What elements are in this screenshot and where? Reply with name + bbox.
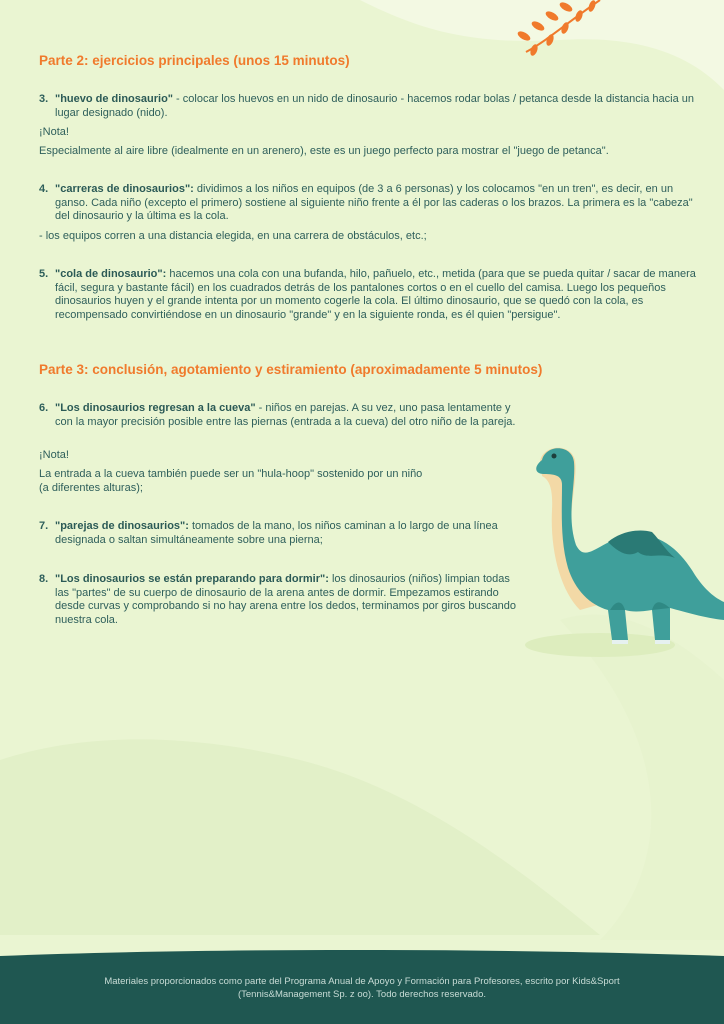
item-text: - niños en parejas. A su vez, uno pasa lentamente y con la mayor precisión posible entre las piernas (entrada a la cueva) del otro niño de la pareja. — [55, 402, 516, 428]
item-number: 8. — [39, 573, 49, 585]
item-number: 5. — [39, 268, 49, 280]
item-number: 4. — [39, 183, 49, 195]
nota-label: ¡Nota! — [39, 126, 69, 138]
item-text: - colocar los huevos en un nido de dinosaurio - hacemos rodar bolas / petanca desde la distancia hacia un lugar designado (nido). — [55, 93, 694, 119]
part3-heading: Parte 3: conclusión, agotamiento y estiramiento (aproximadamente 5 minutos) — [39, 362, 543, 377]
item-title: "huevo de dinosaurio" — [55, 93, 173, 105]
item-text: tomados de la mano, los niños caminan a lo largo de una línea designada o saltan simultáneamente sobre una pierna; — [55, 520, 498, 546]
footer-text — [80, 976, 644, 1001]
list-item-8 — [39, 573, 517, 627]
leaf-branch-icon — [508, 0, 608, 60]
dinosaur-illustration — [520, 440, 724, 660]
item-number: 6. — [39, 402, 49, 414]
nota-text-line1: La entrada a la cueva también puede ser un "hula-hoop" sostenido por un niño — [39, 468, 423, 480]
item-title: "Los dinosaurios regresan a la cueva" — [55, 402, 256, 414]
nota-label: ¡Nota! — [39, 449, 69, 461]
list-item-4 — [39, 183, 700, 224]
item-title: "cola de dinosaurio": — [55, 268, 167, 280]
item-title: "parejas de dinosaurios": — [55, 520, 189, 532]
nota-text: Especialmente al aire libre (idealmente en un arenero), este es un juego perfecto para mostrar el "juego de petanca". — [39, 145, 609, 157]
item-number: 3. — [39, 93, 49, 105]
list-item-3 — [39, 93, 700, 120]
item-number: 7. — [39, 520, 49, 532]
part2-heading: Parte 2: ejercicios principales (unos 15 minutos) — [39, 53, 350, 68]
nota-text-line2: (a diferentes alturas); — [39, 482, 143, 494]
item-text: los dinosaurios (niños) limpian todas las "partes" de su cuerpo de dinosaurio de la arena antes de dormir. Empezamos estirando desde curvas y comprobando si no hay arena entre los dedos, terminamos por giros buscando nuestra cola. — [55, 573, 517, 626]
footer-line-2: (Tennis&Management Sp. z oo). Todo derechos reservado. — [237, 988, 487, 1000]
item4-extra-text: - los equipos corren a una distancia elegida, en una carrera de obstáculos, etc.; — [39, 230, 427, 242]
list-item-7 — [39, 520, 505, 547]
footer-line-1: Materiales proporcionados como parte del Programa Anual de Apoyo y Formación para Profesores, escrito por Kids&Sport — [104, 976, 620, 987]
item-title: "Los dinosaurios se están preparando para dormir": — [55, 573, 329, 585]
item-title: "carreras de dinosaurios": — [55, 183, 194, 195]
item-text: dividimos a los niños en equipos (de 3 a 6 personas) y los colocamos "en un tren", es decir, en un ganso. Cada niño (excepto el primero) sostiene al siguiente niño frente a él por las caderas o los brazos. La primera es la "cabeza" del dinosaurio y la última es la cola. — [55, 183, 693, 222]
list-item-6 — [39, 402, 517, 429]
list-item-5 — [39, 268, 700, 322]
item-text: hacemos una cola con una bufanda, hilo, pañuelo, etc., metida (para que se pueda quitar / sacar de manera fácil, segura y bastante fácil) en los cuadrados detrás de los pantalones cortos o en el cuello del camisa. Luego los pequeños dinosaurios huyen y el grande intenta por un momento cogerle la cola. El último dinosaurio, que se quedó con la cola, es recompensado convirtiéndose en un dinosaurio "grande" y en la siguiente ronda, es él quien "persigue". — [55, 268, 696, 321]
